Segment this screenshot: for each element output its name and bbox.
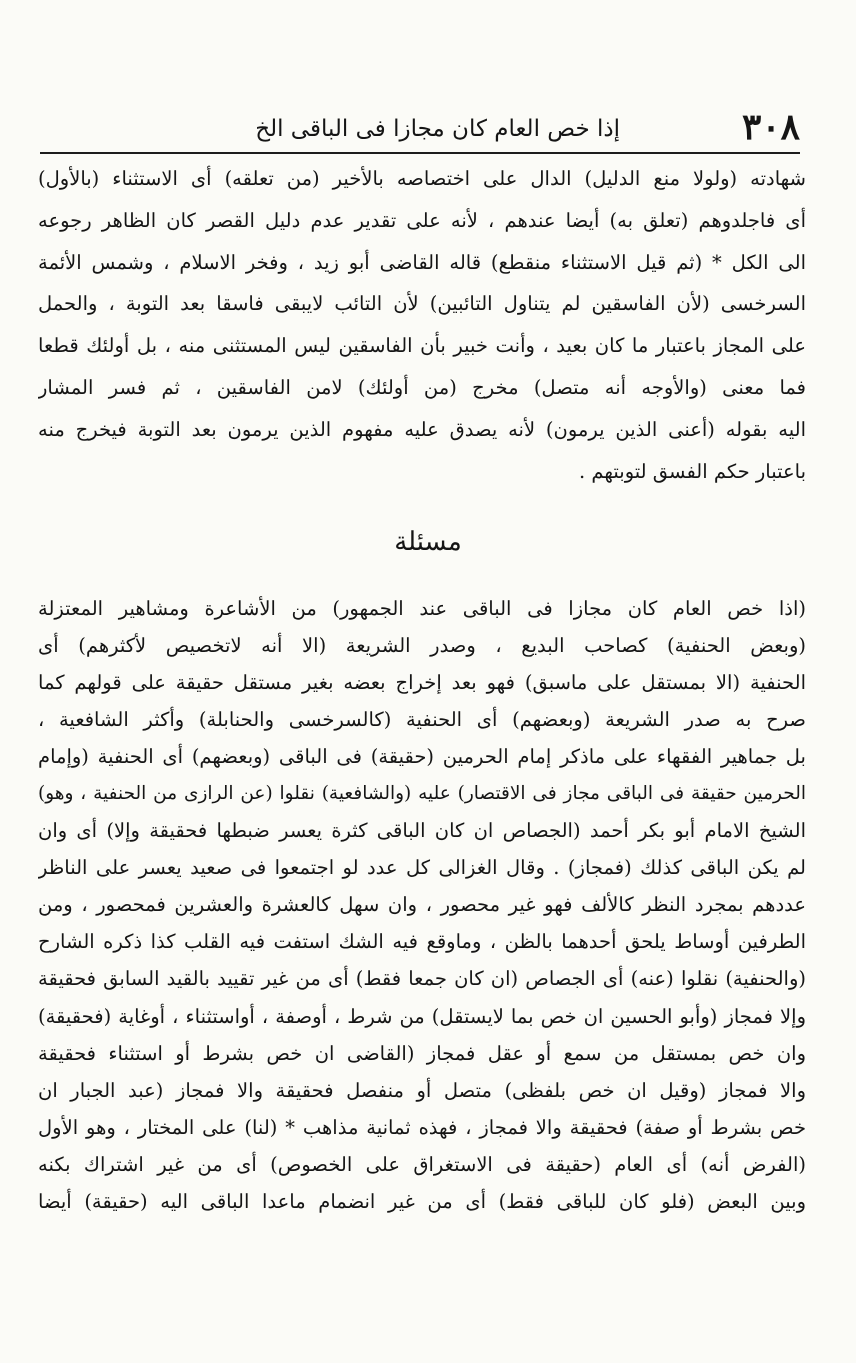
section-heading: مسئلة (394, 527, 462, 557)
paragraph-masala (38, 590, 806, 1220)
page-number: ٣٠٨ (741, 106, 800, 148)
text-line: الشيخ الامام أبو بكر أحمد (الجصاص ان كان الباقى كثرة يعسر ضبطها فحقيقة وإلا) أى وان (38, 819, 806, 843)
text-line: وإلا فمجاز (وأبو الحسين ان خص بما لايستقل) من شرط ، أوصفة ، أواستثناء ، أوغاية (فحقيقة) (38, 1004, 806, 1028)
text-line: (الفرض أنه) أى العام (حقيقة فى الاستغراق على الخصوص) أى من غير اشتراك بكنه (38, 1152, 806, 1176)
text-line: صرح به صدر الشريعة (وبعضهم) أى الحنفية (كالسرخسى والحنابلة) وأكثر الشافعية ، (38, 708, 806, 732)
text-line: وبين البعض (فلو كان للباقى فقط) أى من غير انضمام ماعدا الباقى اليه (حقيقة) أيضا (38, 1189, 806, 1213)
text-line: أى فاجلدوهم (تعلق به) أيضا عندهم ، لأنه على تقدير عدم دليل القصر كان الظاهر رجوعه (38, 208, 806, 232)
text-line: باعتبار حكم الفسق لتوبتهم . (579, 459, 806, 483)
text-line: بل جماهير الفقهاء على ماذكر إمام الحرمين (حقيقة) فى الباقى (وبعضهم) أى الحنفية (وإمام (38, 745, 806, 769)
text-line: الطرفين أوساط يلحق أحدهما بالظن ، وماوقع فيه الشك استفت فيه القلب كذا ذكره الشارح (38, 930, 806, 954)
text-line: عددهم بمجرد النظر كالألف فهو غير محصور ، وان سهل كالعشرة والعشرين فمحصور ، ومن (38, 893, 806, 917)
text-line: لم يكن الباقى كذلك (فمجاز) . وقال الغزالى كل عدد لو اجتمعوا فى صعيد يعسر على الناظر (38, 856, 806, 880)
text-line: وان خص بمستقل من سمع أو عقل فمجاز (القاضى ان خص بشرط أو استثناء فحقيقة (38, 1041, 806, 1065)
text-line: السرخسى (لأن الفاسقين لم يتناول التائبين) لأن التائب لايبقى فاسقا بعد التوبة ، والحمل (38, 292, 806, 316)
text-line: خص بشرط أو صفة) فحقيقة والا فمجاز ، فهذه ثمانية مذاهب * (لنا) على المختار ، وهو الأول (38, 1115, 806, 1139)
text-line: فما معنى (والأوجه أنه متصل) مخرج (من أولئك) لامن الفاسقين ، ثم فسر المشار (38, 375, 806, 399)
paragraph-continuation (38, 158, 806, 492)
text-line: الحرمين حقيقة فى الباقى مجاز فى الاقتصار) عليه (والشافعية) نقلوا (عن الرازى من الحنفية ، وهو) (38, 783, 806, 805)
running-title: إذا خص العام كان مجازا فى الباقى الخ (255, 116, 620, 142)
text-line: (والحنفية) نقلوا (عنه) أى الجصاص (ان كان جمعا فقط) أى من غير تقييد بالقيد السابق فحقيقة (38, 967, 806, 991)
text-line: (وبعض الحنفية) كصاحب البديع ، وصدر الشريعة (الا أنه لاتخصيص لأكثرهم) أى (38, 634, 806, 658)
text-line: شهادته (ولولا منع الدليل) الدال على اختصاصه بالأخير (من تعلقه) أى الاستثناء (بالأول) (38, 167, 806, 190)
text-line: على المجاز باعتبار ما كان بعيد ، وأنت خبير بأن الفاسقين ليس المستثنى منه ، بل أولئك قطعا (38, 334, 806, 358)
text-line: (اذا خص العام كان مجازا فى الباقى عند الجمهور) من الأشاعرة ومشاهير المعتزلة (38, 597, 806, 620)
page-header (40, 104, 800, 154)
text-line: الحنفية (الا بمستقل على ماسبق) فهو بعد إخراج بعضه بغير مستقل حقيقة على قولهم كما (38, 671, 806, 695)
text-line: الى الكل * (ثم قيل الاستثناء منقطع) قاله القاضى أبو زيد ، وفخر الاسلام ، وشمس الأئمة (38, 250, 806, 274)
header-rule (40, 152, 800, 154)
text-line: والا فمجاز (وقيل ان خص بلفظى) متصل أو منفصل فحقيقة والا فمجاز (عبد الجبار ان (38, 1078, 806, 1102)
text-line: اليه بقوله (أعنى الذين يرمون) لأنه يصدق عليه مفهوم الذين يرمون بعد التوبة فيخرج منه (38, 417, 806, 441)
